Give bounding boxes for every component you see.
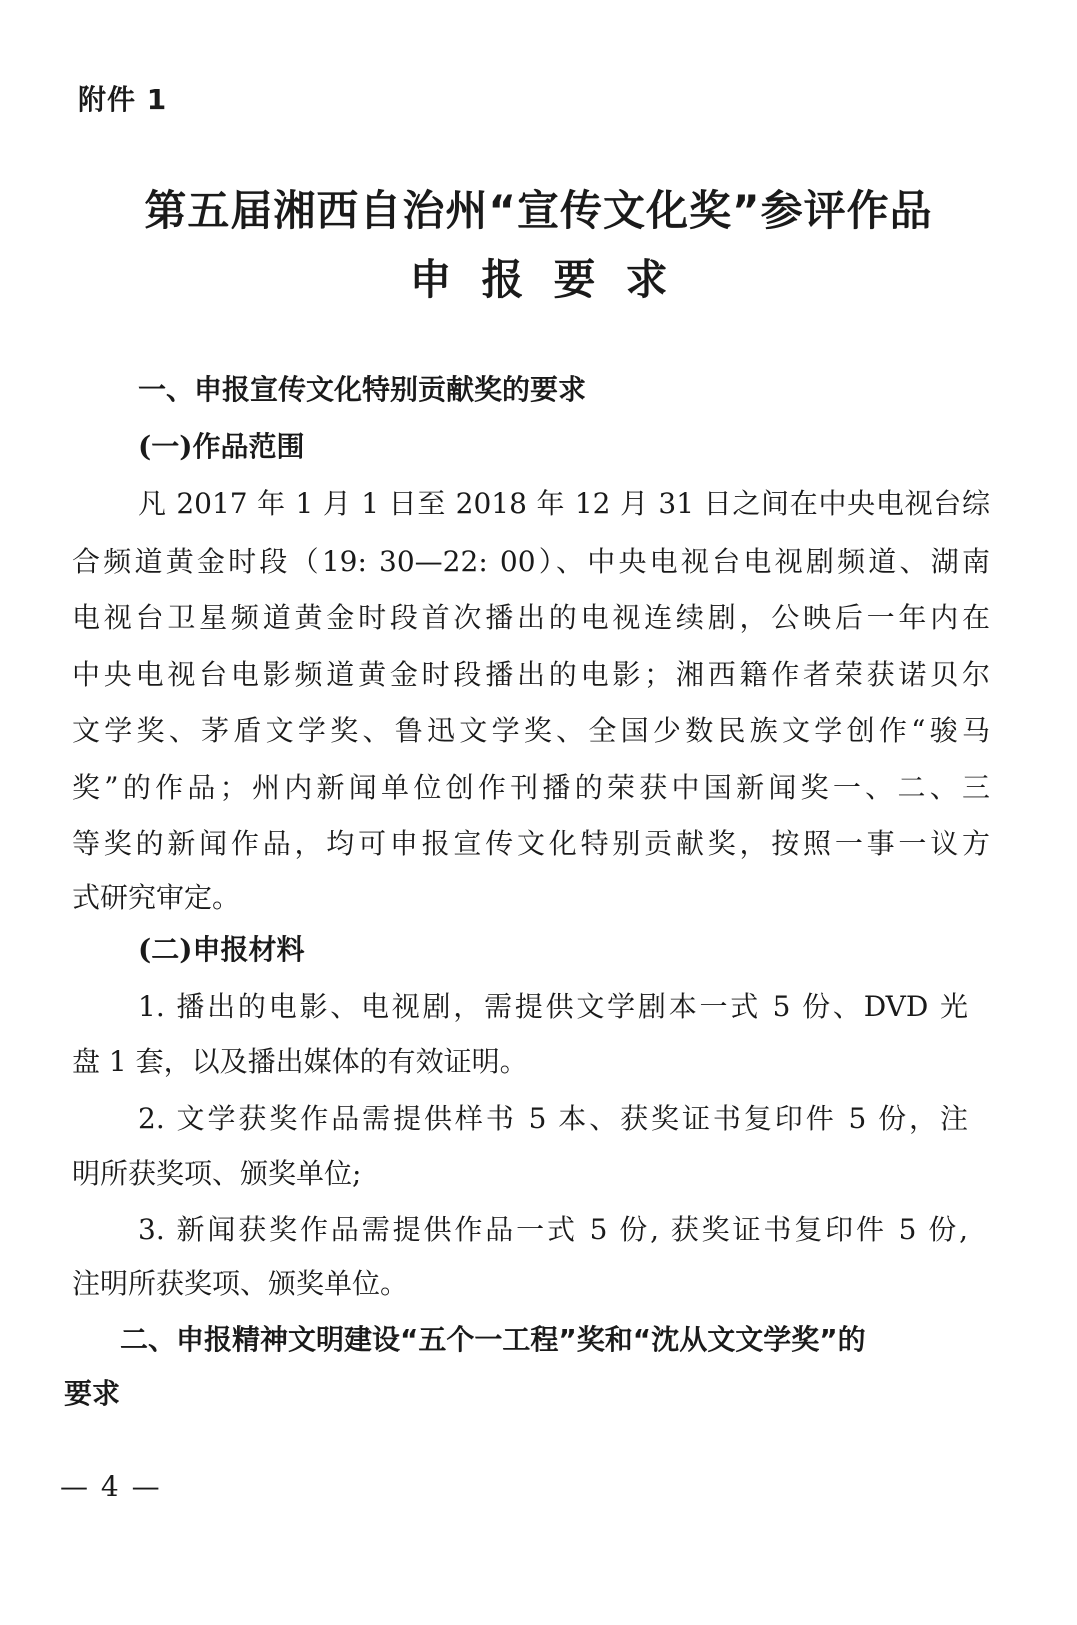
- list-item-line: 2. 文学获奖作品需提供样书 5 本、获奖证书复印件 5 份，注: [138, 1102, 968, 1135]
- paragraph-line: 奖”的作品；州内新闻单位创作刊播的荣获中国新闻奖一、二、三: [72, 771, 990, 804]
- paragraph-line: 等奖的新闻作品，均可申报宣传文化特别贡献奖，按照一事一议方: [72, 827, 990, 860]
- annex-label: 附件 1: [78, 83, 168, 116]
- paragraph-line: 式研究审定。: [72, 881, 241, 914]
- document-title-line1: 第五届湘西自治州“宣传文化奖”参评作品: [144, 186, 933, 235]
- list-item-line: 盘 1 套，以及播出媒体的有效证明。: [72, 1045, 528, 1078]
- page-number: — 4 —: [60, 1470, 162, 1503]
- document-title-line2: 申报要求: [409, 255, 698, 304]
- list-item-line: 3. 新闻获奖作品需提供作品一式 5 份, 获奖证书复印件 5 份,: [138, 1213, 968, 1246]
- paragraph-line: 凡 2017 年 1 月 1 日至 2018 年 12 月 31 日之间在中央电视台综: [138, 487, 990, 520]
- section2-heading-line1: 二、申报精神文明建设“五个一工程”奖和“沈从文文学奖”的: [120, 1323, 866, 1356]
- list-item-line: 明所获奖项、颁奖单位;: [72, 1157, 362, 1190]
- paragraph-line: 中央电视台电影频道黄金时段播出的电影；湘西籍作者荣获诺贝尔: [72, 658, 990, 691]
- list-item-line: 注明所获奖项、颁奖单位。: [72, 1267, 409, 1300]
- section2-heading-line2: 要求: [64, 1377, 121, 1410]
- section1-heading: 一、申报宣传文化特别贡献奖的要求: [138, 373, 587, 406]
- section1-sub2-heading: (二)申报材料: [138, 933, 305, 966]
- paragraph-line: 电视台卫星频道黄金时段首次播出的电视连续剧，公映后一年内在: [72, 601, 990, 634]
- section1-sub1-heading: (一)作品范围: [138, 430, 305, 463]
- paragraph-line: 合频道黄金时段（19: 30—22: 00）、中央电视台电视剧频道、湖南: [72, 545, 990, 578]
- list-item-line: 1. 播出的电影、电视剧，需提供文学剧本一式 5 份、DVD 光: [138, 990, 968, 1023]
- paragraph-line: 文学奖、茅盾文学奖、鲁迅文学奖、全国少数民族文学创作“骏马: [72, 714, 990, 747]
